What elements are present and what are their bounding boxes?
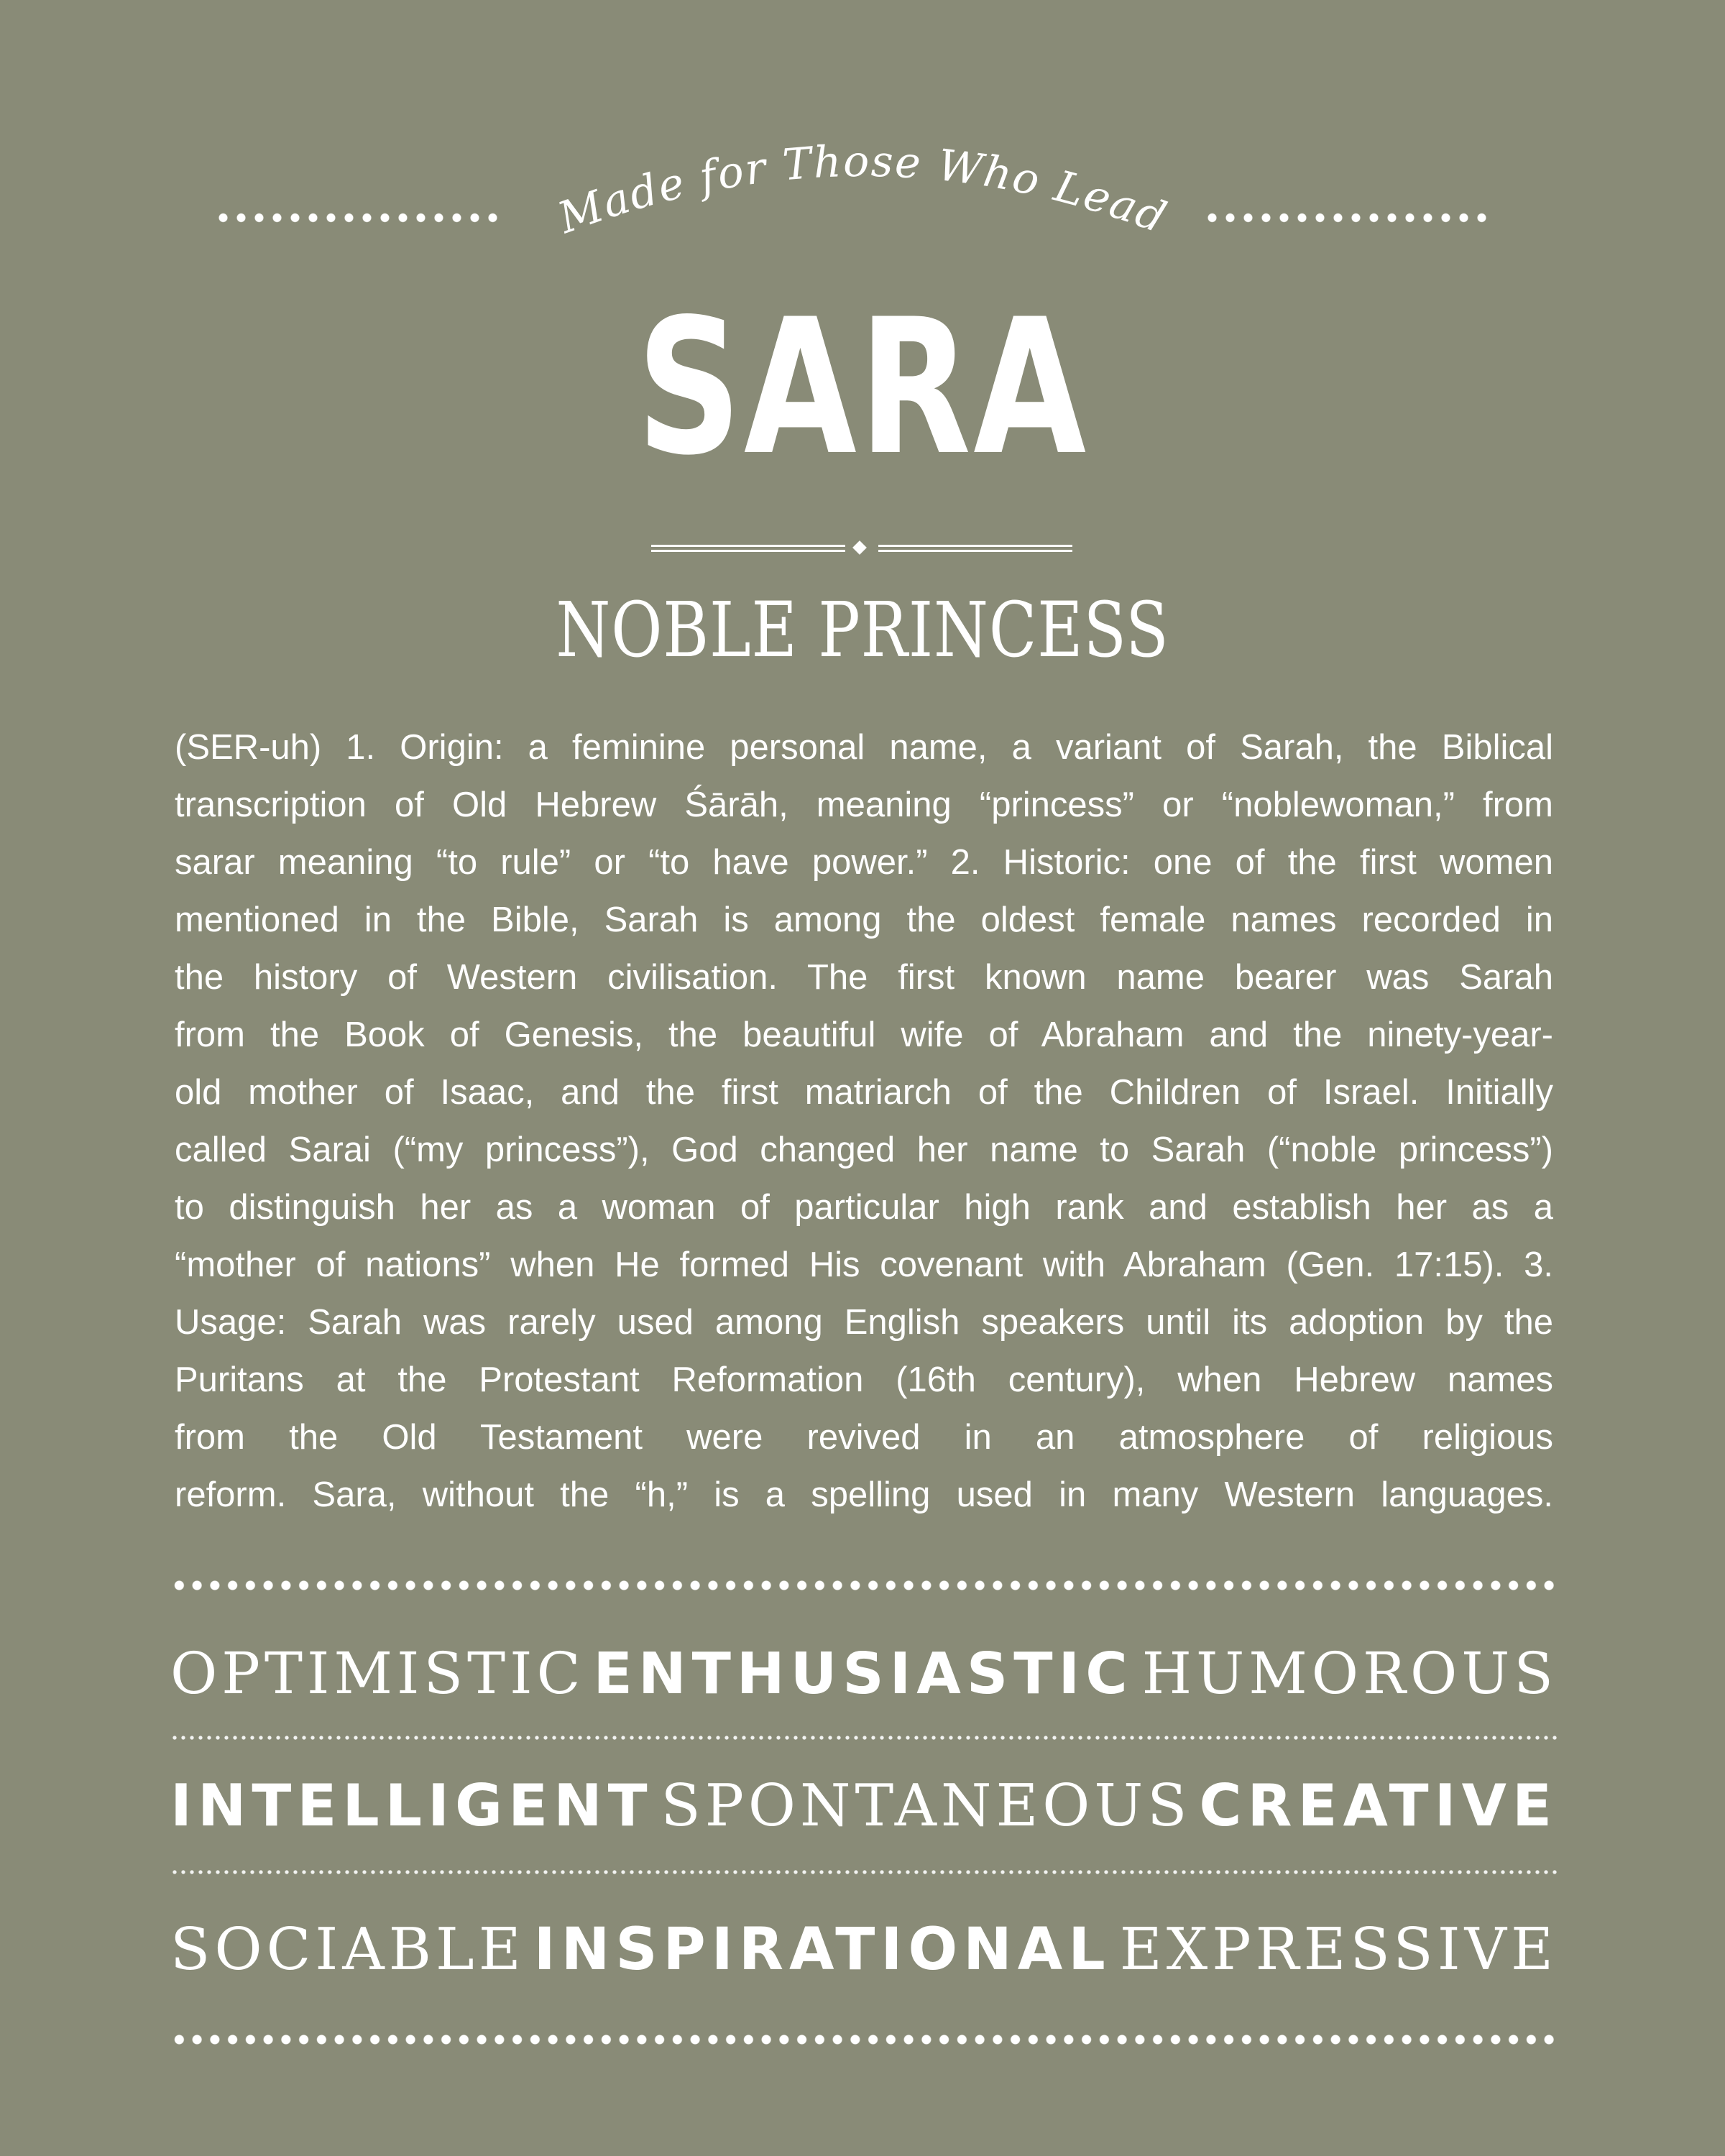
trait-word: EXPRESSIVE: [1119, 1916, 1558, 1984]
trait-word: OPTIMISTIC: [170, 1640, 585, 1707]
description-line: Usage: Sarah was rarely used among English speakers until its adoption by the: [175, 1303, 1553, 1342]
trait-word: CREATIVE: [1199, 1772, 1558, 1840]
description-line: reform. Sara, without the “h,” is a spelling used in many Western languages.: [175, 1475, 1553, 1514]
trait-word: INTELLIGENT: [170, 1772, 653, 1840]
tagline-text: Made for Those Who Lead: [551, 136, 1174, 244]
description-line: sarar meaning “to rule” or “to have power.” 2. Historic: one of the first women: [175, 843, 1553, 882]
trait-row-3: [170, 1903, 1558, 1996]
description-line: from the Book of Genesis, the beautiful wife of Abraham and the ninety-year-: [175, 1015, 1553, 1054]
description-line: mentioned in the Bible, Sarah is among the oldest female names recorded in: [175, 900, 1553, 939]
trait-word: ENTHUSIASTIC: [593, 1640, 1133, 1707]
top-right-dotted-rule: [1203, 213, 1495, 223]
description-line: “mother of nations” when He formed His covenant with Abraham (Gen. 17:15). 3.: [175, 1245, 1553, 1284]
name-meaning: NOBLE PRINCESS: [556, 586, 1169, 674]
top-left-dotted-rule: [214, 213, 506, 223]
ornament-diamond: [852, 540, 867, 555]
trait-divider-1: [170, 1735, 1558, 1741]
trait-word: SPONTANEOUS: [661, 1772, 1192, 1840]
lower-dotted-divider: [170, 2034, 1558, 2045]
tagline-arc: [546, 108, 1179, 252]
trait-word: HUMOROUS: [1141, 1640, 1558, 1707]
description-line: called Sarai (“my princess”), God changed her name to Sarah (“noble princess”): [175, 1130, 1553, 1169]
description-line: Puritans at the Protestant Reformation (16th century), when Hebrew names: [175, 1360, 1553, 1399]
upper-dotted-divider: [170, 1580, 1558, 1591]
trait-row-2: [170, 1759, 1558, 1853]
description-line: (SER-uh) 1. Origin: a feminine personal name, a variant of Sarah, the Biblical: [175, 728, 1553, 767]
ornament-right-line: [878, 545, 1072, 552]
description-line: from the Old Testament were revived in an atmosphere of religious: [175, 1418, 1553, 1457]
ornament-left-line: [651, 545, 845, 552]
tagline: [551, 137, 1174, 244]
trait-row-1: [170, 1627, 1558, 1720]
description-line: old mother of Isaac, and the first matriarch of the Children of Israel. Initially: [175, 1073, 1553, 1112]
description-line: the history of Western civilisation. The first known name bearer was Sarah: [175, 958, 1553, 997]
trait-word: INSPIRATIONAL: [533, 1916, 1111, 1984]
trait-word: SOCIABLE: [170, 1916, 525, 1984]
trait-divider-2: [170, 1869, 1558, 1875]
name-title: SARA: [636, 280, 1089, 497]
description-line: transcription of Old Hebrew Śārāh, meaning “princess” or “noblewoman,” from: [175, 786, 1553, 824]
description-line: to distinguish her as a woman of particular high rank and establish her as a: [175, 1188, 1553, 1227]
name-description: [175, 719, 1553, 1524]
